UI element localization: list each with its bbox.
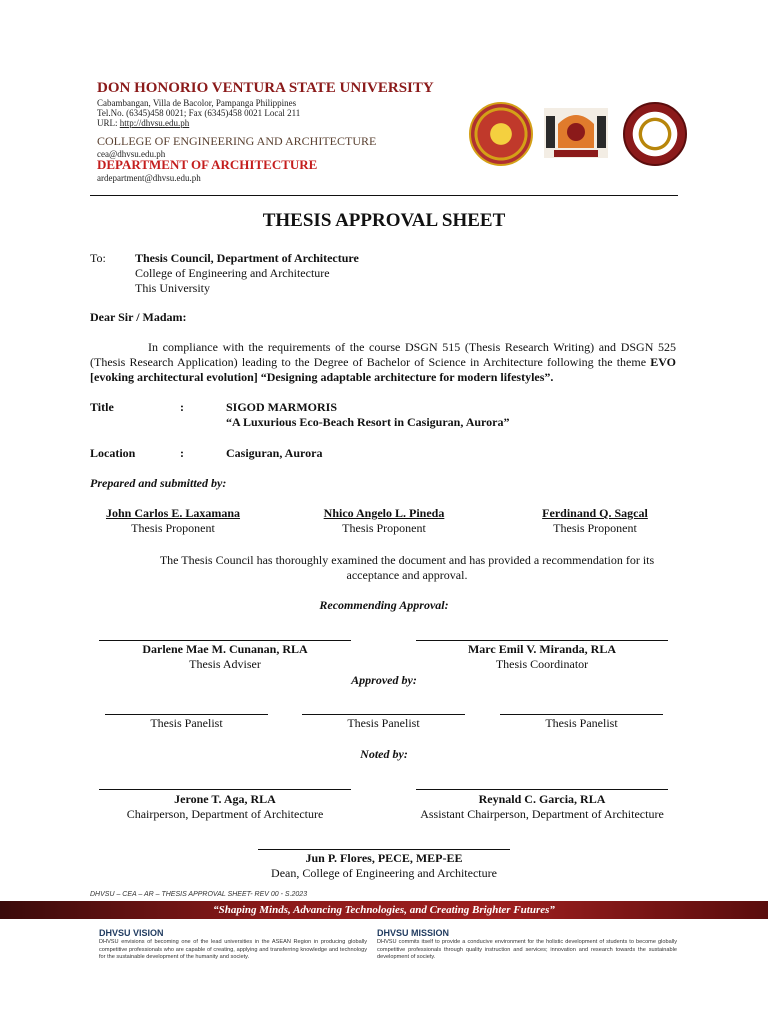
panelist-role: Thesis Panelist — [545, 716, 618, 730]
coordinator-role: Thesis Coordinator — [495, 657, 589, 671]
panelist-role: Thesis Panelist — [347, 716, 420, 730]
location-label: Location — [90, 446, 136, 460]
project-title: SIGOD MARMORIS — [226, 400, 338, 414]
salutation: Dear Sir / Madam: — [90, 310, 187, 324]
theme-text: EVO [evoking architectural evolution] “Designing adaptable architecture for modern lifestyles”. — [90, 355, 676, 384]
to-line-1: Thesis Council, Department of Architecture — [135, 251, 359, 265]
noted-label: Noted by: — [360, 747, 408, 761]
to-line-3: This University — [135, 281, 210, 295]
university-tel: Tel.No. (6345)458 0021; Fax (6345)458 0021 Local 211 — [97, 108, 301, 118]
vision-text: DHVSU envisions of becoming one of the lead universities in the ASEAN Region in producing globally competitive professionals who are capable of creating, applying and transferring knowledge and technology for the sustainable development of the humanity and society. — [99, 939, 367, 961]
dean-name: Jun P. Flores, PECE, MEP-EE — [305, 851, 463, 865]
adviser-role: Thesis Adviser — [189, 657, 261, 671]
signature-line — [258, 849, 510, 850]
approved-label: Approved by: — [351, 673, 417, 687]
vision-heading: DHVSU VISION — [99, 928, 164, 938]
assistant-chairperson-role: Assistant Chairperson, Department of Architecture — [420, 807, 664, 821]
signature-line — [99, 640, 351, 641]
college-seal-icon — [540, 102, 612, 164]
assistant-chairperson-name: Reynald C. Garcia, RLA — [478, 792, 606, 806]
signature-line — [105, 714, 268, 715]
signature-line — [302, 714, 465, 715]
signature-line — [416, 789, 668, 790]
header-divider — [90, 195, 678, 196]
compliance-paragraph — [90, 340, 676, 385]
chairperson-role: Chairperson, Department of Architecture — [126, 807, 324, 821]
compliance-text: In compliance with the requirements of the course DSGN 515 (Thesis Research Writing) and DSGN 525 (Thesis Research Application) leading to the Degree of Bachelor of Science in Architecture following the theme — [90, 340, 676, 369]
url-label: URL: — [97, 118, 118, 128]
signature-line — [416, 640, 668, 641]
signature-line — [500, 714, 663, 715]
project-subtitle: “A Luxurious Eco-Beach Resort in Casiguran, Aurora” — [226, 415, 510, 429]
mission-heading: DHVSU MISSION — [377, 928, 450, 938]
department-email: ardepartment@dhvsu.edu.ph — [97, 173, 201, 183]
university-address: Cabambangan, Villa de Bacolor, Pampanga Philippines — [97, 98, 297, 108]
university-url-row — [97, 118, 189, 129]
tagline: “Shaping Minds, Advancing Technologies, and Creating Brighter Futures” — [213, 904, 555, 916]
proponent-name: Nhico Angelo L. Pineda — [323, 506, 445, 520]
form-code: DHVSU – CEA – AR – THESIS APPROVAL SHEET- REV 00 - S.2023 — [90, 891, 308, 898]
mission-text: DHVSU commits itself to provide a conducive environment for the holistic development of students to become globally competitive professionals through quality instruction and services; innovation and research towards the sustainable development of society. — [377, 939, 677, 961]
department-seal-icon — [623, 102, 687, 166]
proponent-role: Thesis Proponent — [342, 521, 426, 535]
title-label: Title — [90, 400, 114, 414]
university-seal-icon — [469, 102, 533, 166]
signature-line — [99, 789, 351, 790]
university-name: DON HONORIO VENTURA STATE UNIVERSITY — [97, 80, 434, 96]
prepared-label: Prepared and submitted by: — [90, 476, 227, 490]
university-url-link[interactable]: http://dhvsu.edu.ph — [119, 118, 190, 128]
council-statement: The Thesis Council has thoroughly examined the document and has provided a recommendation for its acceptance and approval. — [159, 553, 655, 582]
dean-role: Dean, College of Engineering and Architecture — [271, 866, 497, 880]
page-title: THESIS APPROVAL SHEET — [262, 210, 506, 231]
adviser-name: Darlene Mae M. Cunanan, RLA — [142, 642, 308, 656]
panelist-role: Thesis Panelist — [150, 716, 223, 730]
to-label: To: — [90, 251, 106, 265]
title-colon: : — [180, 400, 184, 414]
college-name: COLLEGE OF ENGINEERING AND ARCHITECTURE — [97, 134, 377, 148]
college-email: cea@dhvsu.edu.ph — [97, 149, 166, 159]
proponent-name: John Carlos E. Laxamana — [105, 506, 241, 520]
tagline-band — [0, 901, 768, 919]
coordinator-name: Marc Emil V. Miranda, RLA — [467, 642, 616, 656]
recommending-label: Recommending Approval: — [319, 598, 449, 612]
proponent-role: Thesis Proponent — [131, 521, 215, 535]
proponent-role: Thesis Proponent — [553, 521, 637, 535]
proponent-name: Ferdinand Q. Sagcal — [542, 506, 648, 520]
department-name: DEPARTMENT OF ARCHITECTURE — [97, 157, 318, 172]
location-colon: : — [180, 446, 184, 460]
chairperson-name: Jerone T. Aga, RLA — [174, 792, 276, 806]
project-location: Casiguran, Aurora — [226, 446, 323, 460]
to-line-2: College of Engineering and Architecture — [135, 266, 330, 280]
